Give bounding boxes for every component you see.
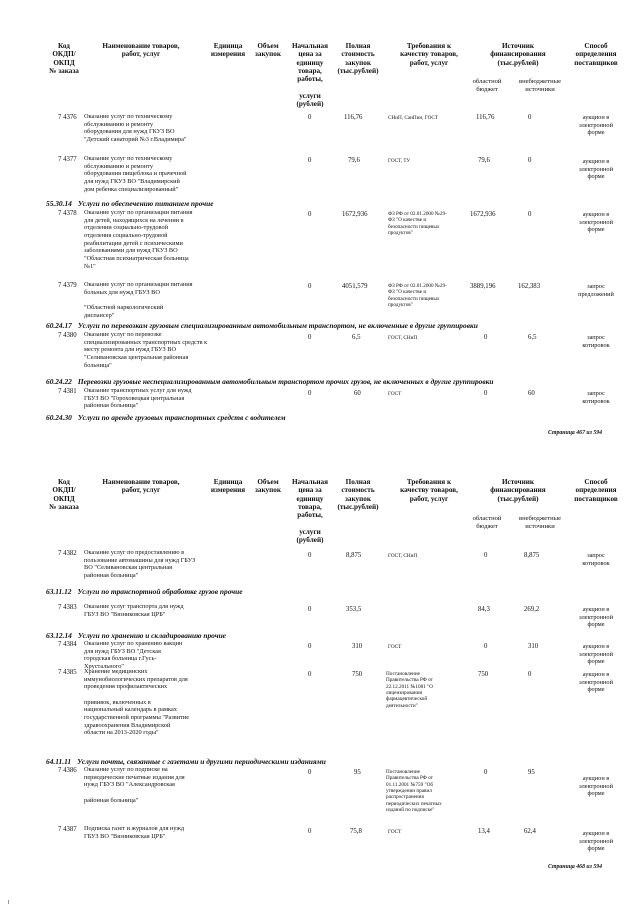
header-funding-offbudget: внебюджетные источники — [518, 78, 562, 93]
funding-regional: 84,3 — [478, 606, 490, 613]
item-name: Оказание услуг по организации питания для детей, находящихся на лечении в отделении социально-трудовой отделения социально-трудовой реабилитации детей с психическими заболеваниями для нужд ГКУЗ ВО "Областная психиатрическая больница №1" — [84, 209, 193, 270]
total-cost: 6,5 — [352, 334, 361, 341]
header-funding-regional: областной бюджет — [472, 515, 502, 530]
total-cost: 116,76 — [344, 114, 363, 121]
item-name: Оказание услуг по подписке на периодические печатные издания для нужд ГБУЗ ВО "Александровская районная больница" — [84, 766, 185, 804]
item-name: Оказание услуг по перевозке специализированных транспортных средств к месту ремонта для нужд ГБУЗ ВО "Селивановская центральная районная больница" — [84, 331, 208, 369]
header-funding-regional: областной бюджет — [472, 78, 502, 93]
funding-offbudget: 62,4 — [524, 828, 536, 835]
funding-offbudget: 0 — [528, 157, 532, 164]
section-code: 63.12.14 — [46, 631, 72, 640]
initial-price: 0 — [308, 390, 312, 397]
funding-regional: 0 — [484, 390, 488, 397]
section-code: 60.24.22 — [46, 377, 72, 386]
requirements: ГОСТ, ТУ — [388, 158, 411, 164]
procurement-method: аукцион в электронной форме — [579, 775, 613, 798]
initial-price: 0 — [308, 283, 312, 290]
funding-offbudget: 0 — [528, 114, 532, 121]
item-name: Оказание транспортных услуг для нужд ГБУЗ ВО "Гороховецкая центральная районная больница" — [84, 387, 192, 410]
page-number: Страница 467 из 594 — [548, 430, 603, 436]
section-heading — [46, 378, 494, 386]
order-number: 7 4378 — [58, 210, 77, 217]
header-funding: Источник финансирования (тыс.рублей) — [490, 42, 546, 67]
header-requirements: Требования к качеству товаров, работ, услуг — [400, 42, 458, 67]
order-number: 7 4376 — [58, 114, 77, 121]
order-number: 7 4382 — [58, 550, 77, 557]
header-initial-price: Начальная цена за единицу товара, работы, услуги (рублей) — [291, 478, 329, 544]
funding-offbudget: 0 — [528, 671, 532, 678]
funding-offbudget: 269,2 — [524, 606, 540, 613]
procurement-method: аукцион в электронной форме — [579, 158, 613, 181]
initial-price: 0 — [308, 606, 312, 613]
item-name: Оказание услуг транспорта для нужд ГБУЗ ВО "Вязниковская ЦРБ" — [84, 603, 184, 618]
header-name: Наименование товаров, работ, услуг — [102, 478, 180, 495]
section-title: Услуги по хранению и складированию прочие — [77, 631, 226, 640]
requirements: ФЗ РФ от 02.01.2000 №29- ФЗ "О качестве и безопасности пищевых продуктов" — [388, 283, 447, 309]
funding-regional: 0 — [484, 643, 488, 650]
order-number: 7 4377 — [58, 156, 77, 163]
initial-price: 0 — [308, 828, 312, 835]
header-initial-price: Начальная цена за единицу товара, работы, услуги (рублей) — [291, 42, 329, 108]
total-cost: 353,5 — [346, 606, 362, 613]
item-name: Подписка газет и журналов для нужд ГБУЗ ВО "Вязниковская ЦРБ" — [84, 825, 185, 840]
section-code: 60.24.17 — [46, 321, 72, 330]
total-cost: 1672,936 — [342, 211, 368, 218]
funding-offbudget: 6,5 — [528, 334, 537, 341]
funding-regional: 116,76 — [476, 114, 495, 121]
funding-regional: 750 — [478, 671, 489, 678]
order-number: 7 4385 — [58, 669, 77, 676]
requirements: Постановление Правительства РФ от 01.11.2001 №759 "Об утверждении правил распространения периодических печатных изданий по подписке" — [386, 769, 442, 814]
funding-regional: 0 — [484, 552, 488, 559]
initial-price: 0 — [308, 157, 312, 164]
requirements: ГОСТ — [388, 391, 402, 397]
order-number: 7 4387 — [58, 826, 77, 833]
section-title: Услуги по аренде грузовых транспортных средств с водителем — [77, 413, 286, 422]
header-unit: Единица измерения — [210, 478, 246, 495]
procurement-method: аукцион в электронной форме — [579, 606, 613, 629]
requirements: ГОСТ — [388, 829, 402, 835]
section-code: 63.11.12 — [46, 587, 72, 596]
procurement-method: аукцион в электронной форме — [579, 114, 613, 137]
section-heading — [46, 200, 214, 208]
section-title: Услуги по обеспечению питанием прочие — [77, 199, 214, 208]
total-cost: 79,6 — [348, 157, 360, 164]
item-name: Оказание услуг по хранению вакцин для нужд ГБУЗ ВО "Детская городская больница г.Гусь- Хрустального" — [84, 640, 183, 671]
header-total-cost: Полная стоимость закупок (тыс.рублей) — [337, 478, 379, 511]
header-funding: Источник финансирования (тыс.рублей) — [490, 478, 546, 503]
section-title: Услуги по перевозкам грузовым специализированным автомобильным транспортом, не включенные в другие группировки — [77, 321, 478, 330]
header-method: Способ определения поставщиков — [574, 478, 618, 503]
header-volume: Объем закупок — [255, 42, 281, 59]
funding-offbudget: 0 — [528, 211, 532, 218]
total-cost: 4051,579 — [342, 283, 368, 290]
header-code: Код ОКДП/ ОКПД № заказа — [49, 478, 79, 511]
header-name: Наименование товаров, работ, услуг — [102, 42, 180, 59]
header-total-cost: Полная стоимость закупок (тыс.рублей) — [337, 42, 379, 75]
section-code: 55.30.14 — [46, 199, 72, 208]
section-heading — [46, 588, 242, 596]
order-number: 7 4380 — [58, 332, 77, 339]
funding-regional: 1672,936 — [470, 211, 496, 218]
total-cost: 60 — [354, 390, 361, 397]
total-cost: 8,875 — [346, 552, 362, 559]
order-number: 7 4384 — [58, 641, 77, 648]
requirements: СНиП, СанПин, ГОСТ — [388, 115, 439, 121]
initial-price: 0 — [308, 334, 312, 341]
order-number: 7 4379 — [58, 282, 77, 289]
item-name: Оказание услуг по техническому обслуживанию и ремонту оборудования для нужд ГКУЗ ВО "Детский санаторий №3 г.Владимира" — [84, 113, 187, 144]
section-heading — [46, 758, 326, 766]
funding-offbudget: 162,383 — [518, 283, 541, 290]
initial-price: 0 — [308, 552, 312, 559]
item-name: Оказание услуг по техническому обслуживанию и ремонту оборудования пищеблока и прачечной для нужд ГКУЗ ВО "Владимирский дом ребенка специализированный" — [84, 155, 187, 193]
section-title: Услуги по транспортной обработке грузов прочие — [77, 587, 243, 596]
initial-price: 0 — [308, 114, 312, 121]
initial-price: 0 — [308, 643, 312, 650]
procurement-method: аукцион в электронной форме — [579, 671, 613, 694]
header-funding-offbudget: внебюджетные источники — [518, 515, 562, 530]
section-heading — [46, 322, 478, 330]
section-title: Услуги почты, связанные с газетами и другими периодическими изданиями — [77, 757, 326, 766]
procurement-method: аукцион в электронной форме — [579, 830, 613, 853]
requirements: ГОСТ, СНиП — [388, 553, 418, 559]
item-name: Хранение медицинских иммунобиологических препаратов для проведения профилактических прививок, включенных в национальный календарь в рамках государственной программы "Развитие здравоохранения Владимирской области на 2013-2020 годы" — [84, 668, 190, 737]
procurement-method: запрос котировок — [582, 390, 610, 405]
header-method: Способ определения поставщиков — [574, 42, 618, 67]
header-code: Код ОКДП/ ОКПД № заказа — [49, 42, 79, 75]
funding-offbudget: 95 — [528, 769, 535, 776]
procurement-method: запрос предложений — [578, 283, 614, 298]
funding-offbudget: 310 — [528, 643, 539, 650]
procurement-method: запрос котировок — [582, 552, 610, 567]
section-title: Перевозки грузовые неспециализированным автомобильным транспортом прочих грузов, не включенных в другие группировки — [77, 377, 494, 386]
scan-mark — [8, 900, 9, 904]
funding-regional: 3889,196 — [470, 283, 496, 290]
total-cost: 95 — [354, 769, 361, 776]
header-requirements: Требования к качеству товаров, работ, услуг — [400, 478, 458, 503]
requirements: ГОСТ, СНиП — [388, 335, 418, 341]
order-number: 7 4383 — [58, 604, 77, 611]
section-code: 60.24.30 — [46, 413, 72, 422]
header-unit: Единица измерения — [210, 42, 246, 59]
order-number: 7 4386 — [58, 767, 77, 774]
funding-regional: 13,4 — [478, 828, 490, 835]
section-heading — [46, 414, 286, 422]
initial-price: 0 — [308, 671, 312, 678]
requirements: ГОСТ — [388, 644, 402, 650]
item-name: Оказание услуг по организации питания больных для нужд ГБУЗ ВО "Областной наркологический диспансер" — [84, 281, 193, 319]
funding-regional: 0 — [484, 769, 488, 776]
order-number: 7 4381 — [58, 388, 77, 395]
funding-offbudget: 60 — [528, 390, 535, 397]
initial-price: 0 — [308, 211, 312, 218]
total-cost: 310 — [352, 643, 363, 650]
procurement-method: запрос котировок — [582, 334, 610, 349]
header-volume: Объем закупок — [255, 478, 281, 495]
funding-regional: 79,6 — [478, 157, 490, 164]
funding-regional: 0 — [484, 334, 488, 341]
section-code: 64.11.11 — [46, 757, 72, 766]
page-number: Страница 468 из 594 — [548, 864, 603, 870]
section-heading — [46, 632, 226, 640]
requirements: Постановление Правительства РФ от 22.12.2011 №1081 "О лицензировании фармацевтической деятельности" — [386, 671, 433, 709]
total-cost: 750 — [352, 671, 363, 678]
initial-price: 0 — [308, 769, 312, 776]
total-cost: 75,8 — [350, 828, 362, 835]
requirements: ФЗ РФ от 02.01.2000 №29- ФЗ "О качестве и безопасности пищевых продуктов" — [388, 211, 447, 237]
procurement-method: аукцион в электронной форме — [579, 643, 613, 666]
procurement-method: аукцион в электронной форме — [579, 211, 613, 234]
item-name: Оказание услуг по предоставлению в пользование автомашины для нужд ГБУЗ ВО "Селивановская центральная районная больница" — [84, 549, 196, 580]
funding-offbudget: 8,875 — [524, 552, 540, 559]
